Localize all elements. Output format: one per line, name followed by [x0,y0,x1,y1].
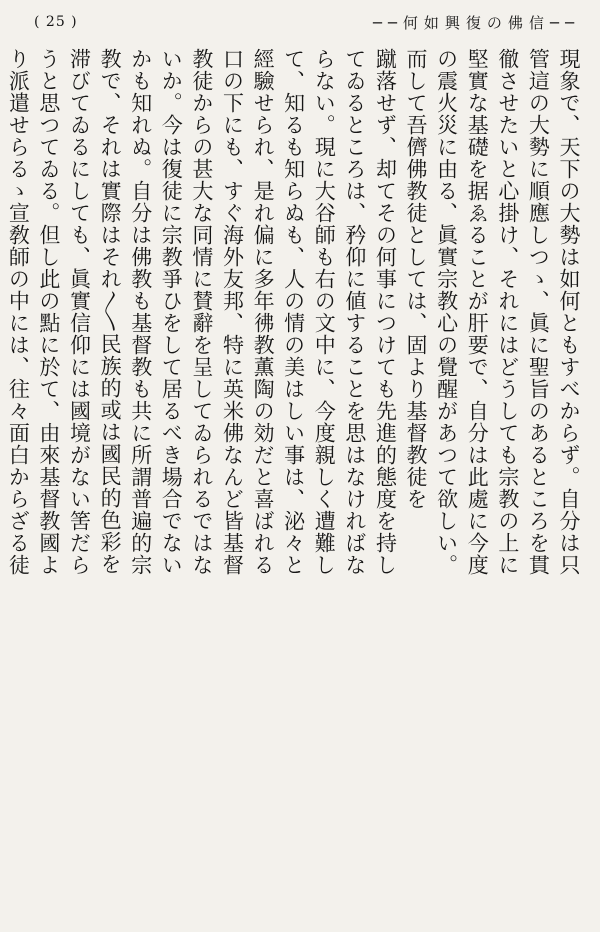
paragraph: 現象で、天下の大勢は如何ともすべからず。自分は只 管這の大勢に順應しつゝ、眞に聖旨のあるところを貫 徹させたいと心掛け、それにはどうしても宗教の上に 堅實な基礎を据ゑることが肝要で、自分は此處に今度 の震火災に由る、眞實宗教心の覺醒があつて欲しい。 而して吾儕佛教徒としては、固より基督教徒を 蹴落せず、却てその何事につけても先進的態度を持し てゐるところは、矜仰に値することを思はなければな らない。現に大谷師も右の文中に、今度親しく遭難し て、知るも知らぬも、人の情の美はしい事は、泌々と 經驗せられ、是れ偏に多年彿教薫陶の効だと喜ばれる 口の下にも、すぐ海外友邦、特に英米佛なんど皆基督 教徒からの甚大な同情に賛辭を呈してゐられるではな いか。今は復徒に宗教爭ひをして居るべき場合でない かも知れぬ。自分は佛教も基督教も共に所謂普遍的宗 教で、それは實際はそれ〳〵民族的或は國民的色彩を 滞びてゐるにしても、眞實信仰には國境がない筈だら うと思つてゐる。但し此の點に於て、由來基督教國よ り派遣せらるゝ宣敎師の中には、往々面白からざる徒 [6,48,581,576]
running-title: ──何如興復の佛信── [372,14,580,32]
page-number: ( 25 ) [34,14,78,30]
body-text [6,48,584,918]
